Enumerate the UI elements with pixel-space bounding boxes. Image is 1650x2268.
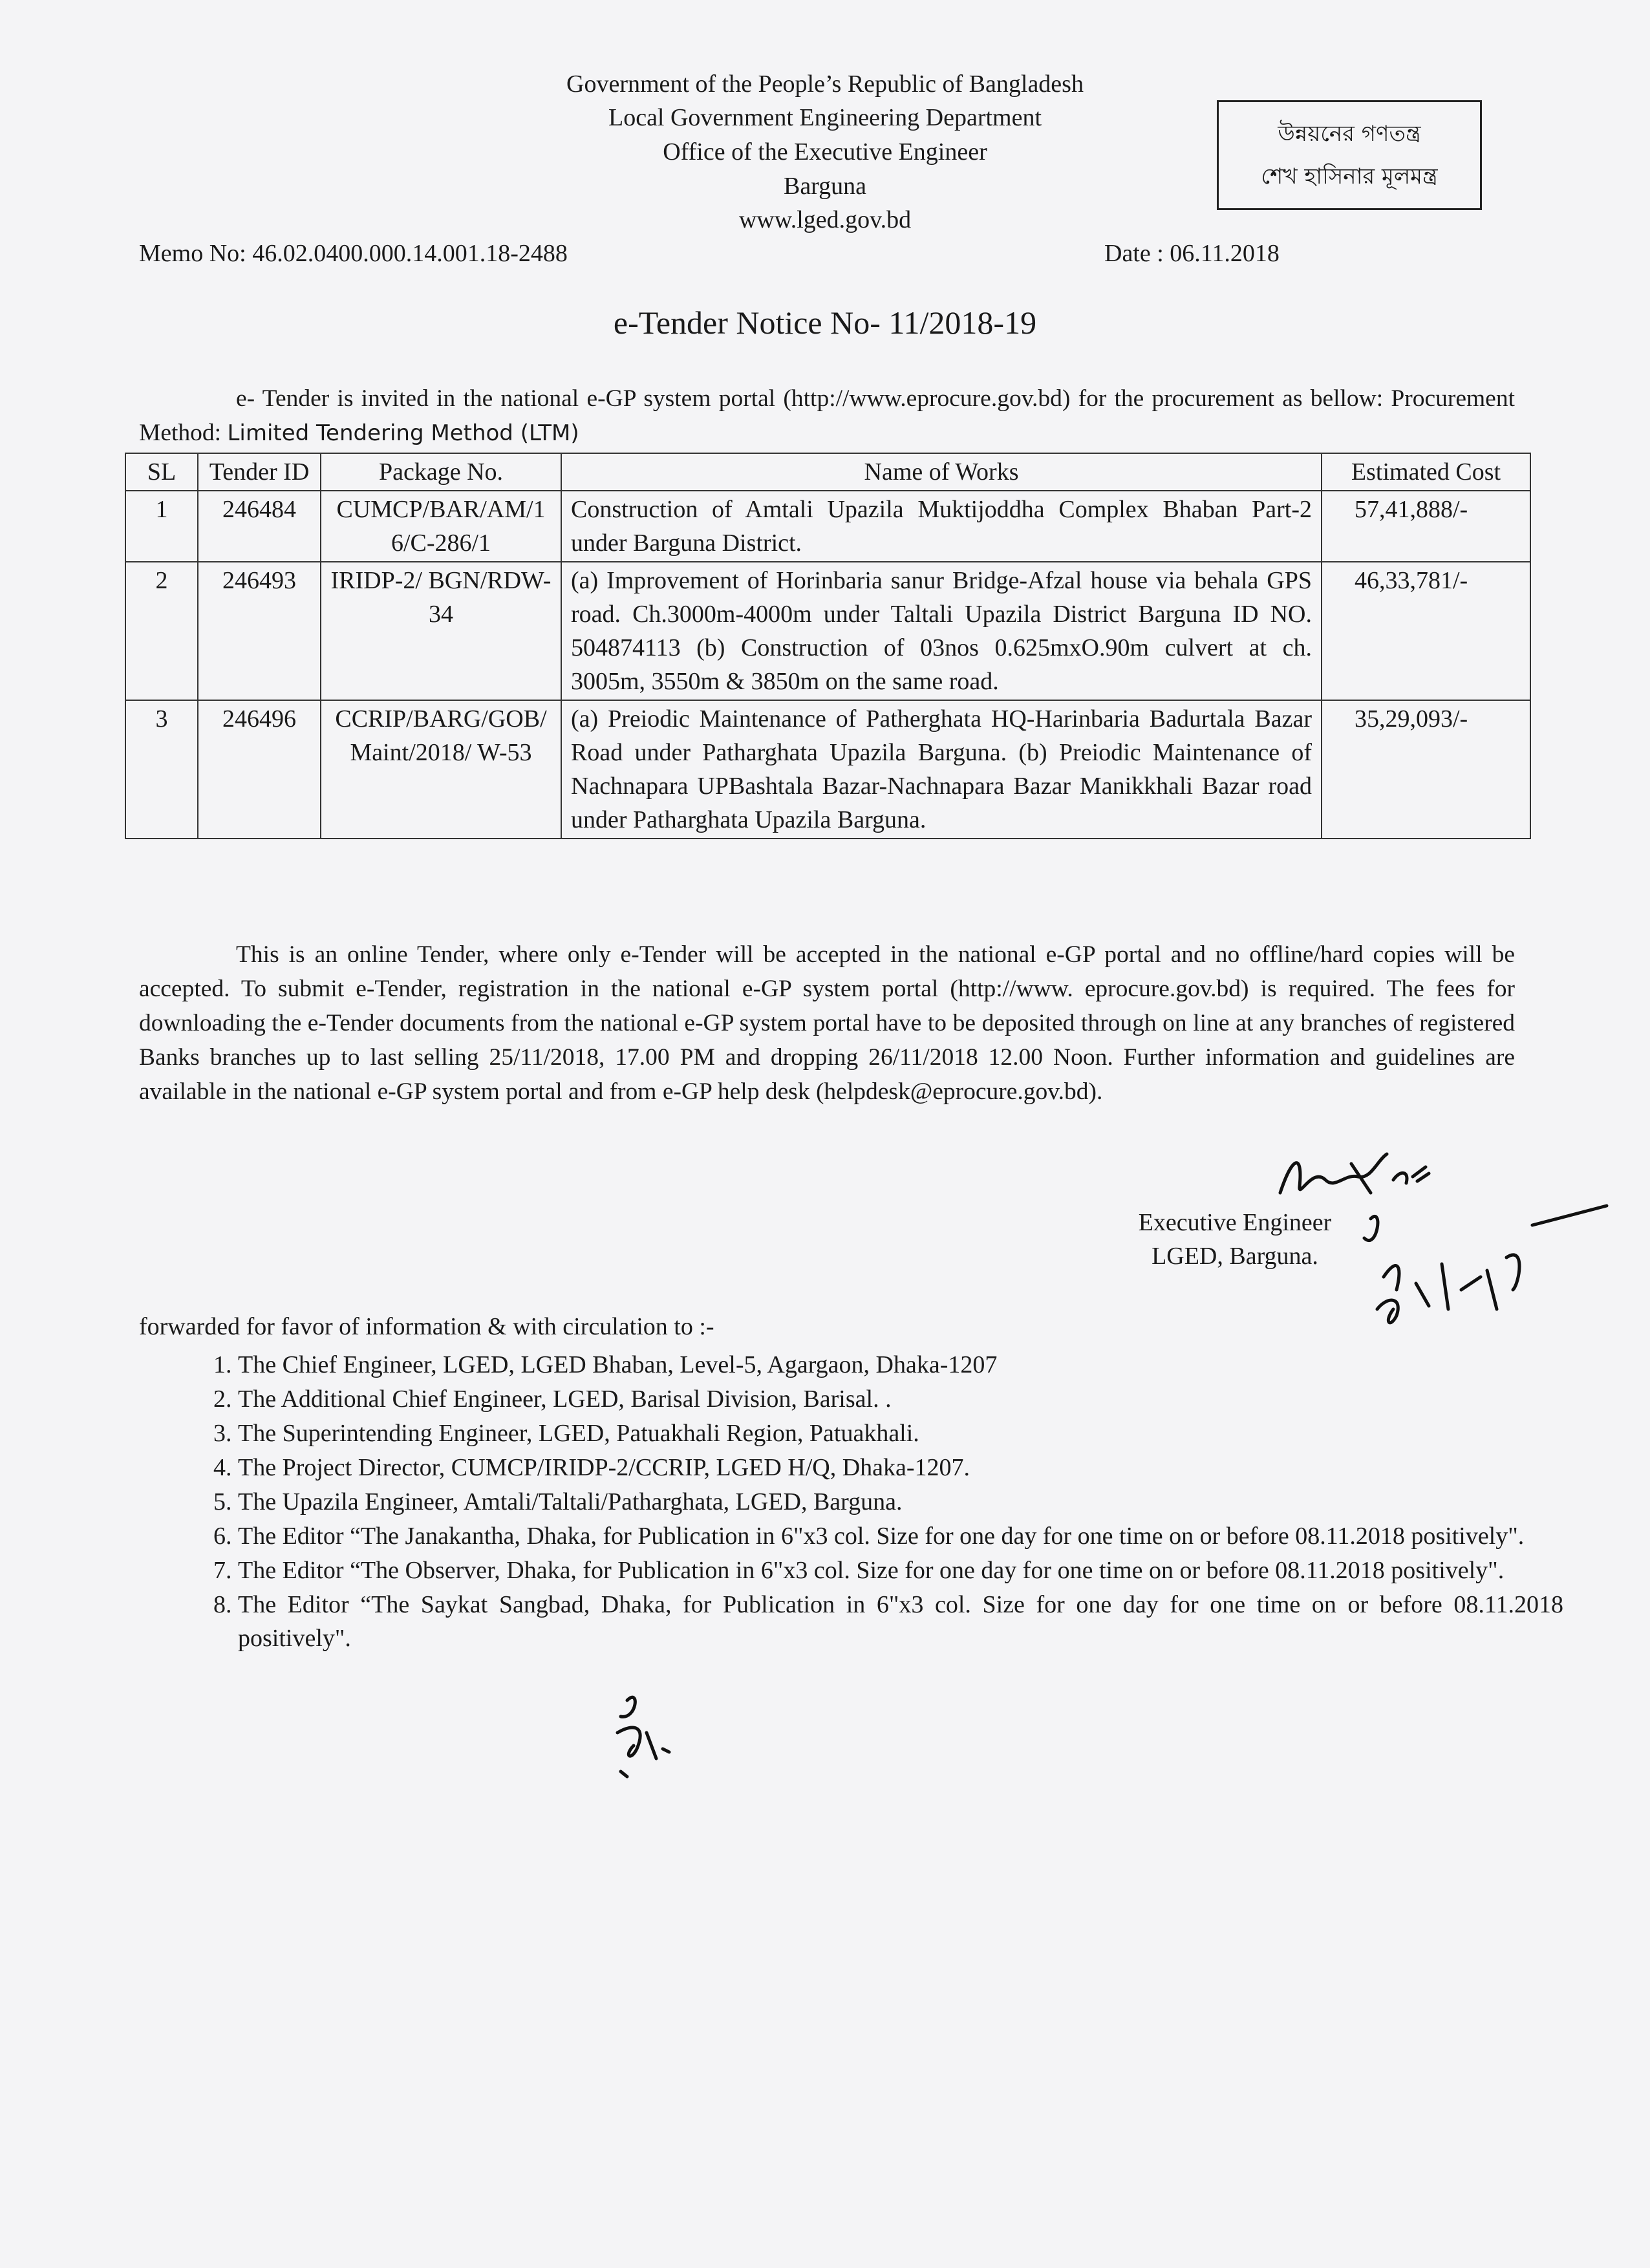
header-department: Local Government Engineering Department	[608, 104, 1042, 131]
header-package-no: Package No.	[321, 453, 561, 491]
memo-number: Memo No: 46.02.0400.000.14.001.18-2488	[139, 240, 568, 267]
signature-initial-footer	[601, 1687, 692, 1778]
slogan-line-1: উন্নয়নের গণতন্ত্র	[1278, 121, 1421, 147]
header-tender-id: Tender ID	[198, 453, 321, 491]
signatory-office: LGED, Barguna.	[1152, 1243, 1318, 1270]
body-paragraph	[139, 937, 1515, 1109]
cell-package: CCRIP/BARG/GOB/ Maint/2018/ W-53	[321, 700, 561, 839]
table-row	[125, 562, 1530, 700]
list-item: 1. The Chief Engineer, LGED, LGED Bhaban, Level-5, Agargaon, Dhaka-1207	[238, 1348, 1563, 1382]
cell-works: (a) Improvement of Horinbaria sanur Bridge-Afzal house via behala GPS road. Ch.3000m-4000m under Taltali Upazila District Barguna ID NO. 504874113 (b) Construction of 03nos 0.625mxO.90m culvert at ch. 3005m, 3550m & 3850m on the same road.	[561, 562, 1322, 700]
cell-sl: 3	[125, 700, 198, 839]
notice-title: e-Tender Notice No- 11/2018-19	[613, 305, 1037, 341]
cell-cost: 46,33,781/-	[1322, 562, 1530, 700]
table-header-row	[125, 453, 1530, 491]
header-office: Office of the Executive Engineer	[663, 138, 987, 166]
list-item: 6. The Editor “The Janakantha, Dhaka, for Publication in 6"x3 col. Size for one day for one time on or before 08.11.2018 positively".	[238, 1519, 1563, 1553]
list-item: 2. The Additional Chief Engineer, LGED, Barisal Division, Barisal. .	[238, 1382, 1563, 1416]
signatory-title: Executive Engineer	[1138, 1209, 1332, 1236]
cell-tender-id: 246484	[198, 491, 321, 562]
cell-works: (a) Preiodic Maintenance of Patherghata HQ-Harinbaria Badurtala Bazar Road under Patharghata Upazila Barguna. (b) Preiodic Maintenance of Nachnapara UPBashtala Bazar-Nachnapara Bazar Manikkhali Bazar road under Patharghata Upazila Barguna.	[561, 700, 1322, 839]
signatory-block	[1099, 1206, 1371, 1273]
cell-tender-id: 246496	[198, 700, 321, 839]
tender-table	[125, 453, 1531, 839]
cell-sl: 2	[125, 562, 198, 700]
cell-tender-id: 246493	[198, 562, 321, 700]
header-district: Barguna	[783, 173, 867, 200]
header-sl: SL	[125, 453, 198, 491]
cell-works: Construction of Amtali Upazila Muktijoddha Complex Bhaban Part-2 under Barguna District.	[561, 491, 1322, 562]
intro-paragraph	[139, 381, 1515, 451]
cell-package: IRIDP-2/ BGN/RDW-34	[321, 562, 561, 700]
table-row	[125, 491, 1530, 562]
slogan-line-2: শেখ হাসিনার মূলমন্ত্র	[1261, 164, 1438, 189]
list-item: 5. The Upazila Engineer, Amtali/Taltali/Patharghata, LGED, Barguna.	[238, 1485, 1563, 1519]
header-government: Government of the People’s Republic of Bangladesh	[566, 70, 1084, 98]
notice-date: Date : 06.11.2018	[1104, 240, 1280, 267]
header-estimated-cost: Estimated Cost	[1322, 453, 1530, 491]
cell-cost: 35,29,093/-	[1322, 700, 1530, 839]
signature-initial-dated	[1358, 1199, 1616, 1354]
list-item: 4. The Project Director, CUMCP/IRIDP-2/CCRIP, LGED H/Q, Dhaka-1207.	[238, 1451, 1563, 1484]
forwarding-intro: forwarded for favor of information & with circulation to :-	[139, 1313, 714, 1340]
procurement-method: Limited Tendering Method (LTM)	[227, 420, 579, 446]
list-item: 3. The Superintending Engineer, LGED, Patuakhali Region, Patuakhali.	[238, 1417, 1563, 1450]
header-website: www.lged.gov.bd	[738, 206, 912, 233]
intro-text: e- Tender is invited in the national e-GP system portal (http://www.eprocure.gov.bd) for the procurement as bellow: Procurement Method:	[139, 385, 1515, 446]
cell-cost: 57,41,888/-	[1322, 491, 1530, 562]
body-text: This is an online Tender, where only e-Tender will be accepted in the national e-GP portal and no offline/hard copies will be accepted. To submit e-Tender, registration in the national e-GP system portal (http://www. eprocure.gov.bd) is required. The fees for downloading the e-Tender documents from the national e-GP system portal have to be deposited through on line at any branches of registered Banks branches up to last selling 25/11/2018, 17.00 PM and dropping 26/11/2018 12.00 Noon. Further information and guidelines are available in the national e-GP system portal and from e-GP help desk (helpdesk@eprocure.gov.bd).	[139, 941, 1515, 1105]
forwarding-list	[194, 1348, 1563, 1656]
header-name-of-works: Name of Works	[561, 453, 1322, 491]
cell-package: CUMCP/BAR/AM/16/C-286/1	[321, 491, 561, 562]
list-item: 7. The Editor “The Observer, Dhaka, for Publication in 6"x3 col. Size for one day for one time on or before 08.11.2018 positively".	[238, 1554, 1563, 1587]
list-item: 8. The Editor “The Saykat Sangbad, Dhaka, for Publication in 6"x3 col. Size for one day for one time on or before 08.11.2018 positively".	[238, 1588, 1563, 1655]
cell-sl: 1	[125, 491, 198, 562]
slogan-stamp-box	[1217, 100, 1482, 210]
table-row	[125, 700, 1530, 839]
